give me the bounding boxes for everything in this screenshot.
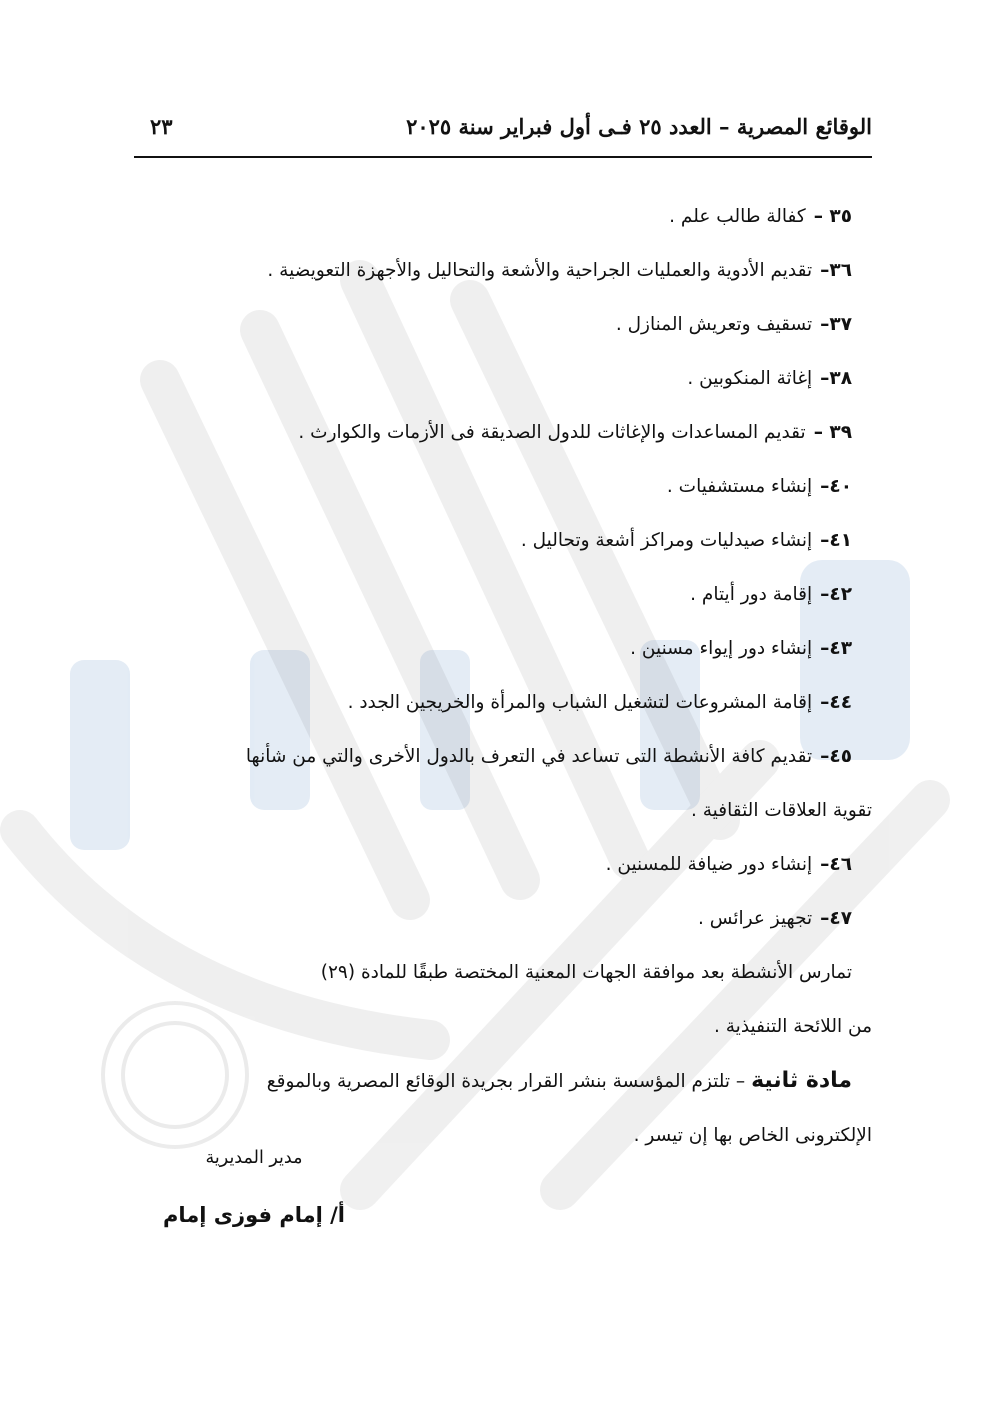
signatory-title: مدير المديرية bbox=[205, 1148, 303, 1168]
article-text-continued: الإلكترونى الخاص بها إن تيسر . bbox=[633, 1125, 872, 1146]
item-text: تقديم الأدوية والعمليات الجراحية والأشعة والتحاليل والأجهزة التعويضية . bbox=[267, 260, 813, 281]
item-text: إنشاء دور إيواء مسنين . bbox=[630, 638, 813, 659]
list-item bbox=[134, 514, 872, 568]
list-item bbox=[134, 676, 872, 730]
item-text: إقامة دور أيتام . bbox=[690, 584, 813, 605]
practice-paragraph bbox=[134, 946, 872, 1054]
item-number: ٤٢– bbox=[820, 584, 852, 605]
list-item bbox=[134, 244, 872, 298]
item-text: إنشاء مستشفيات . bbox=[666, 476, 813, 497]
item-number: ٤٣– bbox=[820, 638, 852, 659]
list-item bbox=[134, 352, 872, 406]
item-text: تقديم المساعدات والإغاثات للدول الصديقة فى الأزمات والكوارث . bbox=[298, 422, 806, 443]
list-item bbox=[134, 298, 872, 352]
list-item bbox=[134, 622, 872, 676]
item-number: ٣٨– bbox=[820, 368, 852, 389]
item-number: ٤٠– bbox=[820, 476, 852, 497]
document-body bbox=[134, 190, 872, 1163]
article-label: مادة ثانية bbox=[751, 1068, 852, 1093]
list-item bbox=[134, 838, 872, 892]
list-item bbox=[134, 406, 872, 460]
item-number: ٤٦– bbox=[820, 854, 852, 875]
list-item bbox=[134, 460, 872, 514]
list-item-45 bbox=[134, 730, 872, 838]
paragraph-text-continued: من اللائحة التنفيذية . bbox=[714, 1016, 872, 1037]
item-number: ٤١– bbox=[820, 530, 852, 551]
item-text: إنشاء دور ضيافة للمسنين . bbox=[605, 854, 813, 875]
item-number: ٤٥– bbox=[820, 746, 852, 767]
list-item bbox=[134, 892, 872, 946]
item-number: ٣٧– bbox=[820, 314, 852, 335]
item-text: إنشاء صيدليات ومراكز أشعة وتحاليل . bbox=[520, 530, 813, 551]
article-two bbox=[134, 1054, 872, 1163]
item-number: ٤٧– bbox=[820, 908, 852, 929]
item-number: ٤٤– bbox=[820, 692, 852, 713]
item-number: ٣٥ – bbox=[813, 206, 852, 227]
article-text: – تلتزم المؤسسة بنشر القرار بجريدة الوقائع المصرية وبالموقع bbox=[266, 1071, 746, 1092]
signatory-name: أ/ إمام فوزى إمام bbox=[162, 1203, 345, 1227]
page-number: ٢٣ bbox=[150, 114, 173, 139]
paragraph-text: تمارس الأنشطة بعد موافقة الجهات المعنية المختصة طبقًا للمادة (٢٩) bbox=[320, 962, 852, 983]
item-number: ٣٩ – bbox=[813, 422, 852, 443]
item-text: تجهيز عرائس . bbox=[697, 908, 813, 929]
item-text: كفالة طالب علم . bbox=[669, 206, 806, 227]
item-text: تسقيف وتعريش المنازل . bbox=[615, 314, 813, 335]
item-number: ٣٦– bbox=[820, 260, 852, 281]
page-header bbox=[134, 110, 872, 158]
item-text-continued: تقوية العلاقات الثقافية . bbox=[691, 800, 872, 821]
item-text: تقديم كافة الأنشطة التى تساعد في التعرف بالدول الأخرى والتي من شأنها bbox=[245, 746, 813, 767]
item-text: إغاثة المنكوبين . bbox=[687, 368, 813, 389]
list-item bbox=[134, 190, 872, 244]
list-item bbox=[134, 568, 872, 622]
gazette-title: الوقائع المصرية – العدد ٢٥ فـى أول فبراير سنة ٢٠٢٥ bbox=[406, 114, 872, 139]
item-text: إقامة المشروعات لتشغيل الشباب والمرأة والخريجين الجدد . bbox=[347, 692, 813, 713]
